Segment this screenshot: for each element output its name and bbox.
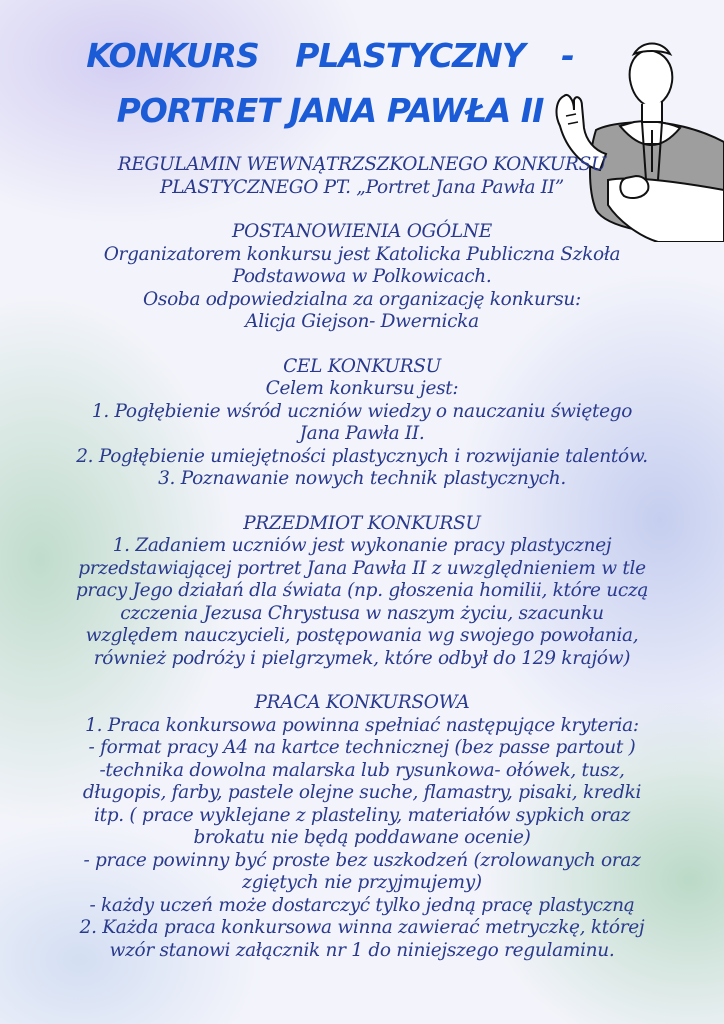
section-line: 1. Zadaniem uczniów jest wykonanie pracy plastycznej <box>112 535 612 556</box>
section-heading: PRZEDMIOT KONKURSU <box>243 512 481 534</box>
section-line: wzór stanowi załącznik nr 1 do niniejszego regulaminu. <box>109 939 615 961</box>
section-line: - każdy uczeń może dostarczyć tylko jedną pracę plastyczną <box>89 894 635 916</box>
section-general-provisions <box>20 221 704 334</box>
section-line: Jana Pawła II. <box>299 423 425 444</box>
section-line: 1. Praca konkursowa powinna spełniać następujące kryteria: <box>85 714 639 736</box>
intro-line-2: PLASTYCZNEGO PT. „Portret Jana Pawła II” <box>160 176 564 198</box>
section-line: Alicja Giejson- Dwernicka <box>245 311 479 332</box>
section-line: -technika dowolna malarska lub rysunkowa- ołówek, tusz, <box>99 759 625 781</box>
section-heading: PRACA KONKURSOWA <box>254 692 470 713</box>
section-line: Podstawowa w Polkowicach. <box>232 266 492 287</box>
section-line: przedstawiającej portret Jana Pawła II z uwzględnieniem w tle <box>78 557 646 579</box>
section-line: 2. Pogłębienie umiejętności plastycznych i rozwijanie talentów. <box>76 445 648 467</box>
section-heading: CEL KONKURSU <box>283 355 441 377</box>
section-contest-subject <box>20 513 704 671</box>
section-line: Celem konkursu jest: <box>265 378 459 399</box>
section-contest-goal <box>20 356 704 491</box>
section-line: Osoba odpowiedzialna za organizację konkursu: <box>143 288 581 310</box>
section-line: - format pracy A4 na kartce technicznej (bez passe partout ) <box>88 737 636 758</box>
regulations-text <box>20 154 704 962</box>
intro-line-1: REGULAMIN WEWNĄTRZSZKOLNEGO KONKURSU <box>117 154 607 175</box>
section-contest-work <box>20 692 704 962</box>
section-line: 2. Każda praca konkursowa winna zawierać metryczkę, której <box>79 917 645 938</box>
section-line: 3. Poznawanie nowych technik plastycznych. <box>158 468 566 489</box>
section-line: również podróży i pielgrzymek, które odbył do 129 krajów) <box>93 647 631 669</box>
section-line: Organizatorem konkursu jest Katolicka Publiczna Szkoła <box>103 243 621 265</box>
section-line: itp. ( prace wyklejane z plasteliny, materiałów sypkich oraz <box>93 804 631 826</box>
section-line: - prace powinny być proste bez uszkodzeń (zrolowanych oraz <box>83 849 641 871</box>
title-line-1: KONKURS PLASTYCZNY - <box>86 36 574 75</box>
section-line: pracy Jego działań dla świata (np. głoszenia homilii, które uczą <box>75 580 649 601</box>
section-line: względem nauczycieli, postępowania wg swojego powołania, <box>85 625 639 646</box>
section-line: 1. Pogłębienie wśród uczniów wiedzy o nauczaniu świętego <box>91 400 633 422</box>
section-line: długopis, farby, pastele olejne suche, flamastry, pisaki, kredki <box>82 782 642 803</box>
section-heading: POSTANOWIENIA OGÓLNE <box>232 221 492 242</box>
section-line: brokatu nie będą poddawane ocenie) <box>193 827 531 848</box>
section-line: zgiętych nie przyjmujemy) <box>242 872 482 893</box>
section-line: czczenia Jezusa Chrystusa w naszym życiu, szacunku <box>120 602 604 624</box>
title-line-2: PORTRET JANA PAWŁA II <box>116 91 544 130</box>
